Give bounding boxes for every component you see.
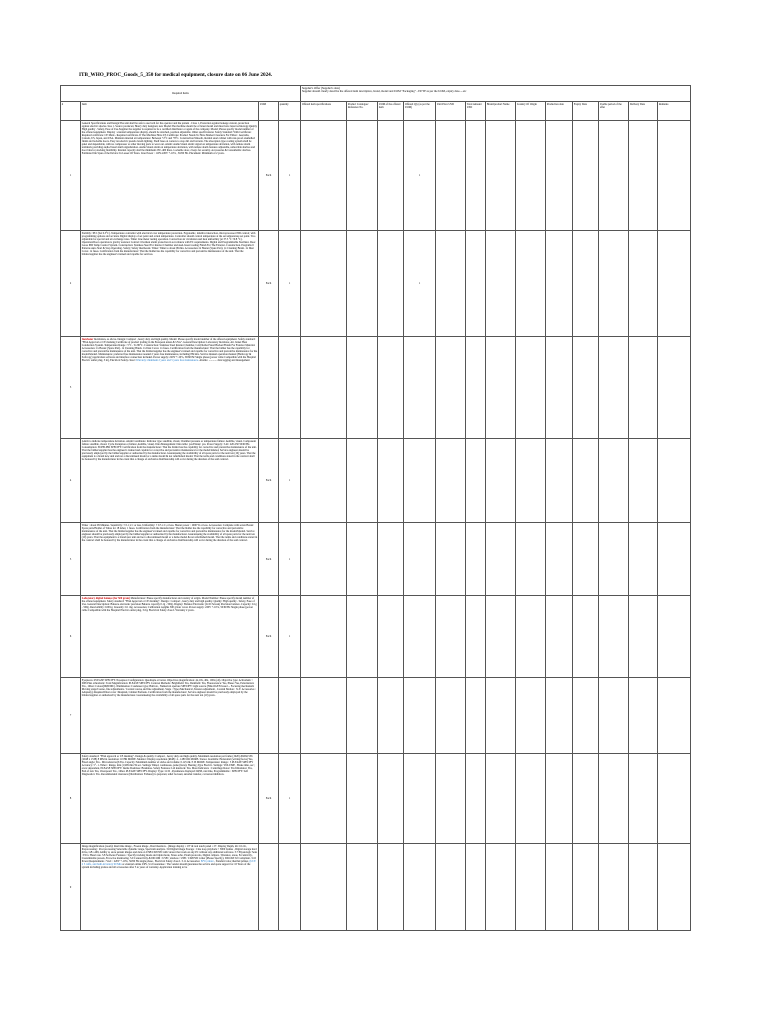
table-row [61, 754, 691, 844]
col-header-uom-offered: UOM of the offered item [378, 102, 404, 121]
usable-period-cell [599, 844, 629, 931]
catalogue-cell [347, 596, 378, 678]
catalogue-cell [347, 439, 378, 523]
unit-price-cell [436, 678, 466, 754]
header-row-top [61, 86, 691, 102]
unit-price-cell [436, 231, 466, 337]
origin-cell [516, 678, 546, 754]
expiry-cell [573, 754, 599, 844]
offered-spec-cell [301, 231, 347, 337]
item-description [81, 231, 259, 337]
offered-qty-cell [404, 678, 436, 754]
brand-cell [486, 678, 516, 754]
col-header-brand: Brand/product Name [486, 102, 516, 121]
col-header-offered-qty: Offered Qty (as per the UOM) [404, 102, 436, 121]
item-text-segment: Image magnification (zoom): Real time image , Frozen image , Dual monitors - (Image display = 19" & real touch panel = 9". Display Depth, im: 16 cm , Preprocessing : Post processing Selectable dynamic range, Spectrum analysis. 3.6 Digital image Storage : Cine loop playback > 5000 frames , Digital storage hard drive, GB ≥499, Ability to store patient images and data on USB/CD/DVD with viewer that work on any PC without any additional software. 3.7 Physiologic Sens : ECG: Heart rate. 3.8 Software Features : Specify tracking mode and triple mode, Stress echo ,Exam protocols, Digital calipers / Distance, areas, Eccentricity , Customizable presets, Fet-wave monitoring. 3.9 Connectivity & DICOM : USB / wireless / USB / CD/DVD writer (Please Specify). DICOM 3.0 Compliant. 3.10 Power Requirements : VAC : 220V +-10%, 50/60 Hz single phase , Electrical Safety class I. 3.11 Accessories: [81, 844, 258, 864]
col-header-production: Production date [546, 102, 573, 121]
brand-cell [486, 596, 516, 678]
col-header-offered-spec: Offered item specifications [301, 102, 347, 121]
unit-price-cell [436, 439, 466, 523]
catalogue-cell [347, 523, 378, 596]
row-number: 6 [61, 596, 81, 678]
production-cell [546, 596, 573, 678]
col-header-quantity: quantity [279, 102, 301, 121]
table-row [61, 337, 691, 439]
total-cell [466, 337, 486, 439]
remarks-cell [658, 523, 691, 596]
item-text-segment: Stability: 38.5 (Set 0.5°C). Temperature controller with electrical over temperature protection. Ergonomic, intuitive interaction, microprocessor PID control; with programming options and accurate Digital display of set point and actual temperature. Controller should control temperature at the set temperature set point. Two adjustable for special and air exchange rates. Timer Line meter testing operation. Convection air circulation and heat uniformity (at 37.5 °C ±0.8 °C). Operation:Door operation is gravity assisted. Control: Overheat alarm protection in accordance with EC requirements. Digital and Programmable Sterilizer. Door Gross PID Temp Control System. Construction: Stainless Steel For Interior Chamber and steel-based coating Finish For The Exterior. Construction. Programs 6 Patterns Auto Start & Stop Operating. Safety: Safety thermostat. Timer: Timer to about 99 min. Accessories:1x Heater (Spare Part). 1x Cleaning Brush. 1x Dust Cover. 1x fuses. Certification from the manufacturer: That the bidder has the capability for corrective and preventive maintenance of the unit. That the bidder/supplier has the engineer's trained and capable for services. [81, 231, 256, 257]
catalogue-cell [347, 844, 378, 931]
origin-cell [516, 754, 546, 844]
uom-offered-cell [378, 337, 404, 439]
col-header-item: Item [81, 102, 259, 121]
item-description [81, 678, 259, 754]
item-description [81, 337, 259, 439]
remarks-cell [658, 231, 691, 337]
production-cell [546, 844, 573, 931]
brand-cell [486, 231, 516, 337]
row-uom: Each [259, 523, 279, 596]
production-cell [546, 439, 573, 523]
usable-period-cell [599, 678, 629, 754]
expiry-cell [573, 678, 599, 754]
origin-cell [516, 337, 546, 439]
item-text-segment: or external online UPS. 3.12 Guarantee : The vendor should guarantee the service and spare support for 10 Years of the system including probes and all accessories after 3 to years of warranty. Application training to be [81, 863, 251, 870]
brand-cell [486, 439, 516, 523]
expiry-cell [573, 231, 599, 337]
item-text-segment: , Standard color thermal printer, [213, 860, 250, 864]
row-uom [259, 844, 279, 931]
item-text-segment: Safety standard: "FDA approval or CE marking". Design & quality: Compact , heavy duty and high quality. Maximum resolution per frame (1920) 2048x1536 (2048 x 1538) 8 MM in resolution: 10 HR MODE. Monitor: Display resolution (RGB): 4 - 1280 OR MORE. Stereo: Available: Horizontal (writing/focus) Yes, Fixed angle: Yes - Microdetector(6 Yes. Capacity: Maximum number of sticks and volume: 0.125 mL/5 IS MORE. Temperature: Range : 5 PLEASE SPECIFY Accuracy: 5°- 1. Timer : Range, min (1,999 min 59 sec. Settings Timed, continuous, pulse (burst). Heating ,Type Electric. Settings: VOLUME , Brake time, sec ; on/or dependent, PLEASE SPECIFY. Inside Doubless: Brushless. Safety Features: Lid interlock: Yes. More Indicators : Centrifuge Rotor: Yes Imbalance: Yes, End of run: Yes, Overspeed: Yes , Other. PLEASE SPECIFY. Display: Type: LCD , Parameters displayed: RPM, run time, Programmable : SPECIFY: Self Diagnostics: Yes. Recommended clearance (Distribution: Exhaust) to prepared, relief focused, automat transfer, corrosion inhibitors. [81, 754, 256, 777]
usable-period-cell [599, 596, 629, 678]
delivery-cell [629, 523, 658, 596]
offered-spec-cell [301, 844, 347, 931]
header-row-columns [61, 102, 691, 121]
item-description [81, 523, 259, 596]
row-uom: Each [259, 596, 279, 678]
delivery-cell [629, 121, 658, 231]
row-quantity [279, 337, 301, 439]
remarks-cell [658, 121, 691, 231]
offered-spec-cell [301, 754, 347, 844]
expiry-cell [573, 121, 599, 231]
origin-cell [516, 121, 546, 231]
row-number: 5 [61, 523, 81, 596]
expiry-cell [573, 523, 599, 596]
row-uom: Each [259, 231, 279, 337]
offered-spec-cell [301, 121, 347, 231]
required-items-header: Required Items [61, 86, 301, 102]
total-cell [466, 231, 486, 337]
item-text-segment: Eyepieces: PLEASE SPECIFY. Nosepiece Configuration: Quadruple or better. Objectives magnification: 4x,10x, 40x, 100x (oil). Objective type: Achromatic / DIN Plan achromatic. Total Magnification: PLEASE SPECIFY. Contrast Methods: Brightfield: Yes, Darkfield: Yes, Fluorescence: Yes, Phase: Yes, Polarization: Yes , Other: Colour(DMI/DIC). Illumination: Condenser type: Built-in , Numerical aperture SPECIFY Light source (HALOGEN based ... Focusing mechanism: Moving stage/Course, fine adjustments / Coaxial course and fine adjustment. Stage : Type=Mechanical ,Tension adjustment , Coaxial Motion : X-Y. Accessories : Adapter(s) Required:Dust cover /Despited. Cabinet Prefreak. Certification from the manufacturer: Service engineer should be previously employed by the bidder/supplier or authorized by the manufacturer. Guaranteeing the availability of all spare parts for the next ten (10) years. [81, 678, 256, 698]
catalogue-cell [347, 678, 378, 754]
uom-offered-cell [378, 596, 404, 678]
remarks-cell [658, 439, 691, 523]
offered-qty-cell [404, 337, 436, 439]
delivery-cell [629, 596, 658, 678]
unit-price-cell [436, 844, 466, 931]
bid-table [60, 85, 691, 931]
table-row [61, 678, 691, 754]
row-number: 7 [61, 678, 81, 754]
col-header-expiry: Expiry Date [573, 102, 599, 121]
row-number: 1 [61, 121, 81, 231]
uom-offered-cell [378, 678, 404, 754]
delivery-cell [629, 231, 658, 337]
delivery-cell [629, 337, 658, 439]
remarks-cell [658, 337, 691, 439]
item-text-segment: Incubator [81, 337, 94, 341]
item-text-segment: (UCE 2 3 cuffs, and built-in battery 90 Min [81, 860, 256, 867]
document-title: ITB_WHO_PROC_Goods_5_350 for medical equipment, closure date on 06 June 2024. [79, 72, 273, 78]
col-header-remarks: Remarks [658, 102, 691, 121]
uom-offered-cell [378, 754, 404, 844]
total-cell [466, 523, 486, 596]
brand-cell [486, 121, 516, 231]
unit-price-cell [436, 121, 466, 231]
item-text-segment: Incubation, as above. Design: Compact , heavy duty and high quality. Model: Please specify model number of the offered equipment. Safety standard: "FDA Approval or CE marking Certificate of product trading in the European union & USA". General Description: Laboratory Incubator, Air Jacket Heat Conduction System. Temperature Range : 5°C - To 80°C. Construction: Stainless Steel Interior Chamber, Cold Rolled Steel Backed Finish For Exterior Material. Accessories: 1x Heater (Spare Part). 1x Cleaning Brush. 1x Dust Cover. 1x fuses. Certification from the manufacturer: That the bidder has the capability for corrective and preventive maintenance of the unit. That the bidder/supplier has the engineer's trained and capable for corrective and preventive maintenance for the model/labeled. Maintenance: preferred free maintenance needed 2 years free maintenance, including PM kits. Service manual operation manual (Hardcopy & Softcopy) application software and interface connection included. Power supply: 220V +-10%, 50/60 Hz Single phase (power cable Compatible with the Hospital Electric outlet plug, 3 m), Electrical Safety class I [81, 337, 258, 363]
production-cell [546, 231, 573, 337]
total-cell [466, 844, 486, 931]
production-cell [546, 523, 573, 596]
item-description [81, 844, 259, 931]
item-text-segment: Alarm to indicate temperature deviation. Alarm Conditions: Indicator type: Audible, visual, Chamber pressure or temperature failure: Audible, visual. Component failure: Audible, visual. Cycle disruption or failure: Audible, visual. Data Management: Data table: yes/Printer: yes. Power Supply: 3 AC 220-230 50/60 Hz. Consumption: SUPPLIER SPECIFY. Certification from the manufacturer: That the bidder has the capability for corrective and preventive maintenance of the unit. That the bidder/supplier has the engineer's trained and capable for corrective and preventive maintenance for the model/labeled. Service engineer should be previously employed by the bidder/supplier or authorized by the manufacturer. Guaranteeing the availability of all spare parts for the next ten (10) years. That the equipment is a brand new unit and not a discontinued model or a demo model & not refurbished model. That the terms and conditions stated in the contract shall be honored by the manufacturer in the event that a change of exclusive distributorship will occur during the duration of the said contract. [81, 439, 257, 462]
usable-period-cell [599, 231, 629, 337]
catalogue-cell [347, 231, 378, 337]
row-quantity: 1 [279, 596, 301, 678]
item-description [81, 596, 259, 678]
row-quantity: 1 [279, 231, 301, 337]
offered-qty-cell [404, 439, 436, 523]
remarks-cell [658, 678, 691, 754]
row-uom: Each [259, 121, 279, 231]
item-text-segment: Timer : about 99 Minutes. Sensitivity: ± 0.1 x C or less. Uniformity: ± 0.5 x C or less. Heater power : 1000 W or less. Accessories: Complete with seven Heater Spare parts/Holder of Tubes for 18 tubes; 1 fuses. Certification from the manufacturer: That the bidder has the capability for corrective and preventive maintenance of the unit. That the bidder/supplier has the engineer's trained and capable for corrective and preventive maintenance for the model/labeled. Service engineer should be previously employed by the bidder/supplier or authorized by the manufacturer. Guaranteeing the availability of all spare parts for the next ten (10) years. That the equipment is a brand new unit and not a discontinued model or a demo model & not refurbished model. That the terms and conditions stated in the contract shall be honored by the manufacturer in the event that a change of exclusive distributorship will occur during the duration of the said contract. [81, 523, 258, 543]
row-uom: Each [259, 754, 279, 844]
total-cell [466, 121, 486, 231]
col-header-catalogue: Product Catalogue/ Reference No. [347, 102, 378, 121]
item-text-segment: Alarms: ............ data logging and management [198, 359, 250, 363]
remarks-cell [658, 596, 691, 678]
item-description [81, 439, 259, 523]
offered-spec-cell [301, 439, 347, 523]
unit-price-cell [436, 523, 466, 596]
remarks-cell [658, 844, 691, 931]
row-quantity: 1 [279, 439, 301, 523]
total-cell [466, 678, 486, 754]
catalogue-cell [347, 754, 378, 844]
col-header-total: Total Amount USD [466, 102, 486, 121]
offered-qty-cell [404, 754, 436, 844]
origin-cell [516, 439, 546, 523]
delivery-cell [629, 678, 658, 754]
offered-spec-cell [301, 596, 347, 678]
item-text-segment: Manufacturer: Please specify manufacturer and country of origin. Model Number: Please specify model number of the offered equipment. Safety standard: "FDA Approval or CE marking". Design : Compact , heavy duty and high quality. Quality: High quality . Safety, Ease of Use. General Description: Balance electronic precision Balance capacity 0.1g - 500g. Display: Balance Electronic (LCD Screen) Precision balance. Capacity: 0.1g - 500g. Read Ability: 0.001g. Linearity: 0.1 mg. Accessories: Calibration weights 500 g/four cover. Power supply: 220V +-10%, 50/60 Hz Single phase (power cable Compatible with the Hospital Electric outlet plug, 3 m), Electrical Safety class I. Warranty 2 years. [81, 596, 257, 612]
row-number: 8 [61, 754, 81, 844]
offered-qty-cell: 1 [404, 121, 436, 231]
offered-qty-cell [404, 844, 436, 931]
production-cell [546, 678, 573, 754]
uom-offered-cell [378, 121, 404, 231]
row-number: 9 [61, 844, 81, 931]
origin-cell [516, 596, 546, 678]
table-row [61, 523, 691, 596]
unit-price-cell [436, 337, 466, 439]
origin-cell [516, 523, 546, 596]
row-number: 2 [61, 231, 81, 337]
col-header-origin: Country Of Origin [516, 102, 546, 121]
delivery-cell [629, 439, 658, 523]
total-cell [466, 439, 486, 523]
brand-cell [486, 523, 516, 596]
col-header-unit-price: Unit Price USD [436, 102, 466, 121]
production-cell [546, 121, 573, 231]
supplier-offer-note: Supplier should clearly describe the offered item description, brand, model and UOM "Packaging" - EP/TP as per the UOM, expiry date.....etc [301, 88, 467, 93]
item-text-segment: General Specifications and Design:The unit shall be safe to use both for the operator and the patient . Class 1. Protection against leakage current, protection against electric shocks class 1. Source produced, Heavy duty designed, new Model.The machine should be of latest model and must have latest technology.Quality High quality . Safety, Ease of Use.Supplier the supplier is required to be a certified distributor or agent of the company. Model: Please specify model number of the offered equipment. Display : external temperature display, should be attached, position adjustable. Other specifications: Safety Standard: With Certificate: Required certificate: CE Mark - Required certificate. If The Machine Have US Certificate: Product Needs To Have Market Clearance For Either : Australia, Canada, US, Japan, and USA. Maintain internal air temperature: Between +2°C and +8°C. Construction:Smooth, molded steel cabinet with rust-proof enamelled finish and lockable doors. Easy ran electric pseudo lorem lighting. Shelf base on corners to stop dirt and bacteria. The absorption type cooling system shall be quiet and dependable, with no compressor or other moving parts to wear out. Alarm: Audio/visual alarm: signal on temperature deviation, with remote alarm terminals providing audio/visual alarm signalization. Audio/visual alarm on temperature deviation, with remote alarm features adjustable, removable shelves and door bins for stacking flexibility. Internal capacity shall be minimum 250 -400 liters. Lockable door, 2 keys for security. Accessories & Consumable: shelves. Estimated life Span of the Device: In Leaser Of Years. Line Power : 110V-220V +-10% , 50/60 Hz. Placement: Minimum of 2 years. [81, 121, 257, 156]
row-uom [259, 678, 279, 754]
col-header-uom: UOM [259, 102, 279, 121]
item-description [81, 121, 259, 231]
brand-cell [486, 337, 516, 439]
uom-offered-cell [378, 439, 404, 523]
row-uom: Each [259, 439, 279, 523]
item-text-segment: Warranty: minimum 2 years and 5 years free maintenance. [136, 359, 199, 363]
item-description [81, 754, 259, 844]
col-header-no: # [61, 102, 81, 121]
offered-qty-cell [404, 596, 436, 678]
expiry-cell [573, 337, 599, 439]
offered-qty-cell: 1 [404, 231, 436, 337]
remarks-cell [658, 754, 691, 844]
offered-spec-cell [301, 337, 347, 439]
uom-offered-cell [378, 523, 404, 596]
total-cell [466, 754, 486, 844]
unit-price-cell [436, 596, 466, 678]
row-quantity [279, 678, 301, 754]
col-header-delivery: Delivery Date [629, 102, 658, 121]
origin-cell [516, 231, 546, 337]
row-number: 4 [61, 439, 81, 523]
production-cell [546, 754, 573, 844]
row-quantity: 1 [279, 121, 301, 231]
brand-cell [486, 754, 516, 844]
catalogue-cell [347, 121, 378, 231]
expiry-cell [573, 439, 599, 523]
row-quantity: 1 [279, 754, 301, 844]
table-row [61, 439, 691, 523]
table-row [61, 231, 691, 337]
row-uom [259, 337, 279, 439]
table-row [61, 121, 691, 231]
row-quantity [279, 844, 301, 931]
row-quantity: 1 [279, 523, 301, 596]
production-cell [546, 337, 573, 439]
uom-offered-cell [378, 844, 404, 931]
supplier-offer-title: Supplier's Offer (Supplier's data) [301, 85, 340, 90]
total-cell [466, 596, 486, 678]
table-row [61, 844, 691, 931]
origin-cell [516, 844, 546, 931]
usable-period-cell [599, 754, 629, 844]
expiry-cell [573, 596, 599, 678]
usable-period-cell [599, 337, 629, 439]
delivery-cell [629, 754, 658, 844]
item-text-segment: Laboratory digital balance (for 500 gram) [81, 596, 130, 600]
unit-price-cell [436, 754, 466, 844]
row-number: 3 [61, 337, 81, 439]
col-header-usable: Usable period of the offer [599, 102, 629, 121]
expiry-cell [573, 844, 599, 931]
table-row [61, 596, 691, 678]
brand-cell [486, 844, 516, 931]
usable-period-cell [599, 121, 629, 231]
uom-offered-cell [378, 231, 404, 337]
catalogue-cell [347, 337, 378, 439]
supplier-offer-header [301, 86, 691, 102]
offered-qty-cell [404, 523, 436, 596]
offered-spec-cell [301, 678, 347, 754]
usable-period-cell [599, 523, 629, 596]
delivery-cell [629, 844, 658, 931]
usable-period-cell [599, 439, 629, 523]
offered-spec-cell [301, 523, 347, 596]
item-text-segment: B/W printer [200, 860, 214, 864]
